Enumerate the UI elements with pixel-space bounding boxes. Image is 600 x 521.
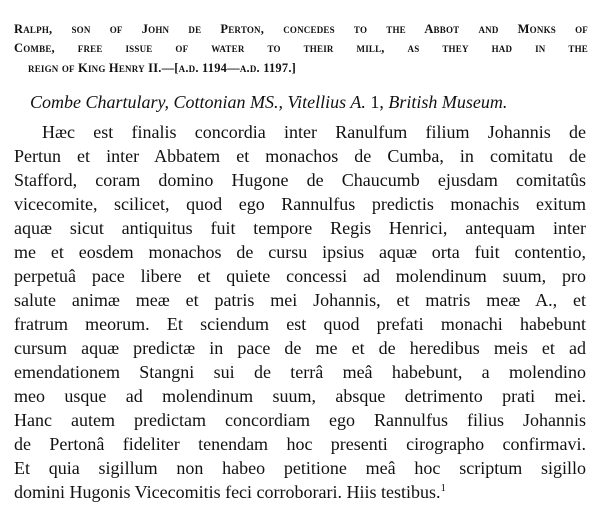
body-line: aquæ sicut antiquitus fuit tempore Regis Henrici, antequam inter: [14, 218, 586, 238]
body-line-text: domini Hugonis Vicecomitis feci corroborari. Hiis testibus.: [14, 482, 441, 502]
source-title: Combe Chartulary, Cottonian MS., Vitellius A.: [30, 92, 366, 112]
heading-line-2: Combe, free issue of water to their mill, as they had in the: [14, 41, 588, 55]
body-line: emendationem Stangni sui de terrâ meâ habebunt, a molendino: [14, 362, 586, 382]
body-line: de Pertonâ fideliter tenendam hoc presenti cirographo confirmavi.: [14, 434, 586, 454]
body-line: Pertun et inter Abbatem et monachos de Cumba, in comitatu de: [14, 146, 586, 166]
body-line: cursum aquæ predictæ in pace de me et de heredibus meis et ad: [14, 338, 586, 358]
heading-line-1: Ralph, son of John de Perton, concedes to the Abbot and Monks of: [14, 22, 588, 36]
heading-line-3: reign of King Henry II.—[a.d. 1194—a.d. 1197.]: [28, 61, 297, 75]
source-citation: [30, 90, 507, 114]
body-line: fratrum meorum. Et sciendum est quod prefati monachi habebunt: [14, 314, 586, 334]
footnote-marker: 1: [440, 482, 447, 494]
source-number: 1,: [365, 92, 389, 112]
body-line: vicecomite, scilicet, quod ego Rannulfus predictis monachis exitum: [14, 194, 586, 214]
source-location: British Museum.: [388, 92, 508, 112]
body-line: Hanc autem predictam concordiam ego Rannulfus filius Johannis: [14, 410, 586, 430]
body-line: perpetuâ pace libere et quiete concessi ad molendinum suum, pro: [14, 266, 586, 286]
body-line: Et quia sigillum non habeo petitione meâ hoc scriptum sigillo: [14, 458, 586, 478]
body-line: salute animæ meæ et patris mei Johannis, et matris meæ A., et: [14, 290, 586, 310]
body-line: me et eosdem monachos de cursu ipsius aquæ orta fuit contentio,: [14, 242, 586, 262]
body-line: meo usque ad molendinum suum, absque detrimento prati mei.: [14, 386, 586, 406]
body-line: Hæc est finalis concordia inter Ranulfum filium Johannis de: [42, 122, 586, 142]
body-line-last: [14, 480, 446, 504]
body-line: Stafford, coram domino Hugone de Chaucumb ejusdam comitatûs: [14, 170, 586, 190]
